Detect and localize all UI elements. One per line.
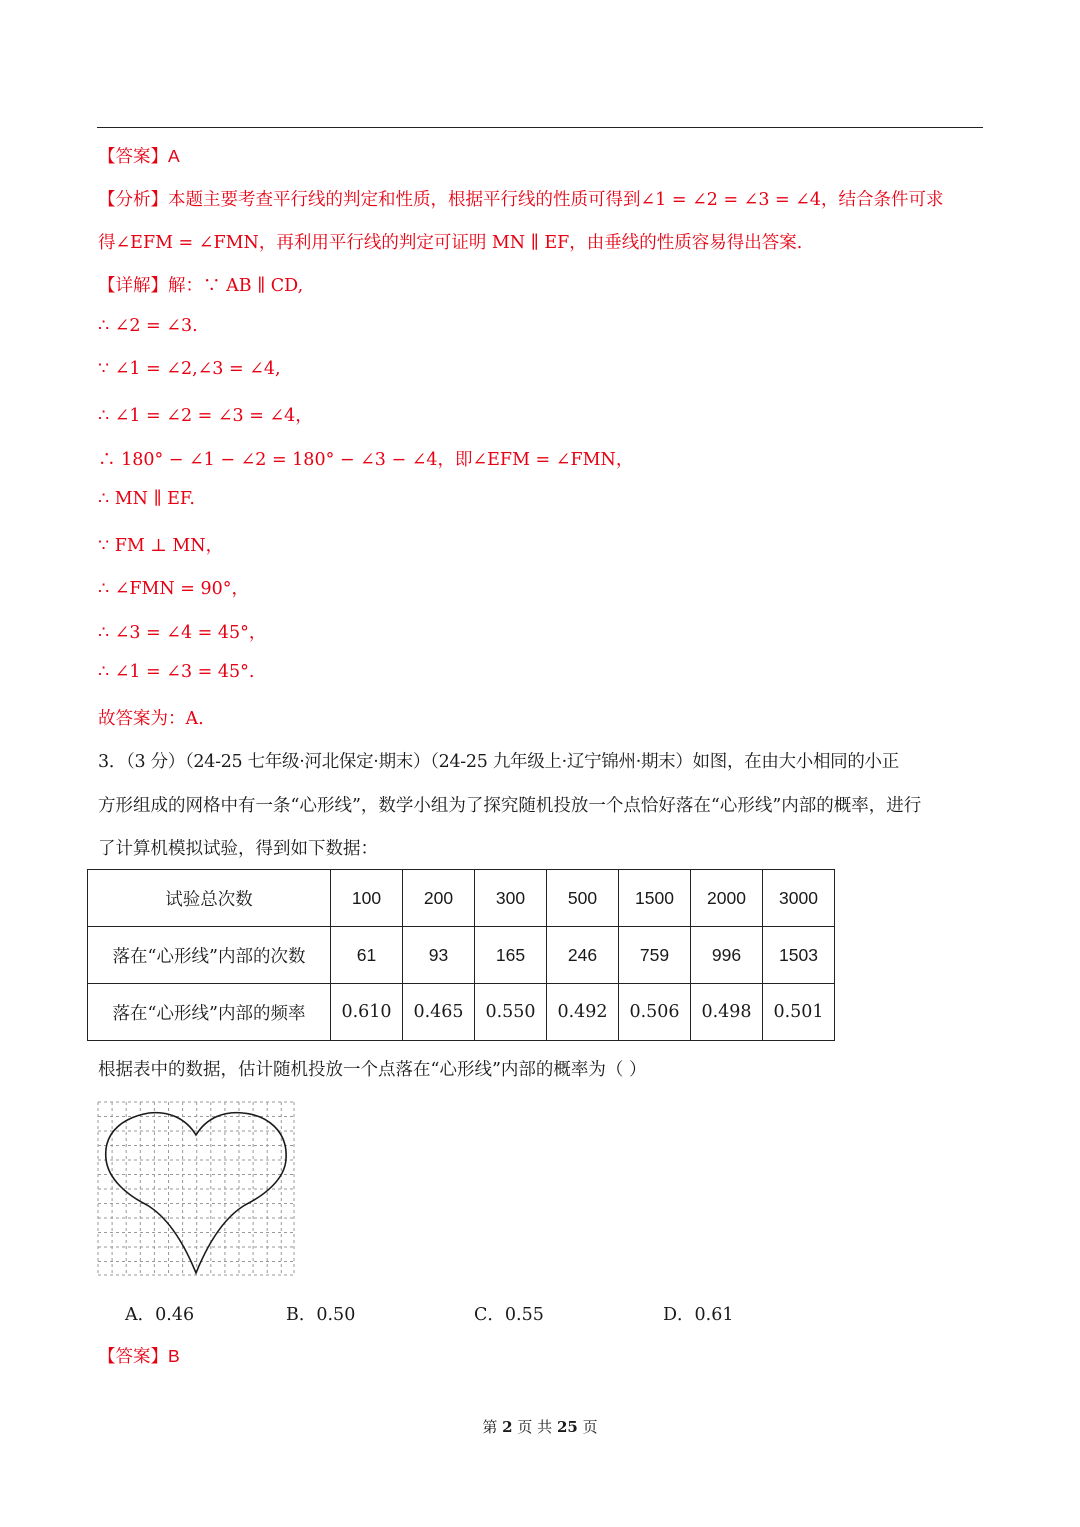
table-cell: 0.506 <box>619 984 691 1041</box>
analysis-line-1 <box>98 186 944 211</box>
detail-conclusion: 故答案为：A. <box>98 709 204 729</box>
question-line-1: 3．（3 分）（24-25 七年级·河北保定·期末）（24-25 九年级上·辽宁锦州·期末）如图，在由大小相同的小正 <box>98 752 899 772</box>
footer-prefix: 第 <box>482 1418 498 1436</box>
row-header: 落在“心形线”内部的频率 <box>88 984 331 1041</box>
detail-step: 解：∵ AB ∥ CD, <box>168 276 304 296</box>
table-row <box>88 927 835 984</box>
table-cell: 61 <box>331 927 403 984</box>
detail-step: ∵ FM ⊥ MN， <box>98 536 224 556</box>
analysis-label: 【分析】 <box>98 190 168 210</box>
table-cell: 0.610 <box>331 984 403 1041</box>
answer-label: 【答案】 <box>98 147 168 167</box>
table-cell: 0.492 <box>547 984 619 1041</box>
detail-step: ∴ ∠1 = ∠3 = 45°. <box>98 662 255 682</box>
detail-label: 【详解】 <box>98 276 168 296</box>
table-cell: 996 <box>691 927 763 984</box>
header-rule <box>97 127 983 128</box>
analysis-text-1: 本题主要考查平行线的判定和性质，根据平行线的性质可得到∠1 = ∠2 = ∠3 = ∠4，结合条件可求 <box>168 190 944 210</box>
footer-mid: 页 共 <box>517 1418 553 1436</box>
answer-1 <box>98 143 180 168</box>
table-cell: 500 <box>547 870 619 927</box>
table-cell: 0.550 <box>475 984 547 1041</box>
table-cell: 0.498 <box>691 984 763 1041</box>
question-line-2: 方形组成的网格中有一条“心形线”，数学小组为了探究随机投放一个点恰好落在“心形线”内部的概率，进行 <box>98 796 922 816</box>
heart-curve <box>106 1113 286 1273</box>
table-cell: 93 <box>403 927 475 984</box>
table-cell: 165 <box>475 927 547 984</box>
answer-label: 【答案】 <box>98 1347 168 1367</box>
table-row <box>88 870 835 927</box>
option-a[interactable]: A．0.46 <box>125 1305 195 1325</box>
answer-value: A <box>168 146 180 166</box>
table-cell: 2000 <box>691 870 763 927</box>
table-cell: 3000 <box>763 870 835 927</box>
detail-line-0 <box>98 272 303 297</box>
trial-table <box>87 869 835 1041</box>
detail-step: ∴ 180° − ∠1 − ∠2 = 180° − ∠3 − ∠4，即∠EFM = ∠FMN， <box>98 450 634 470</box>
row-header: 试验总次数 <box>88 870 331 927</box>
row-header: 落在“心形线”内部的次数 <box>88 927 331 984</box>
table-cell: 200 <box>403 870 475 927</box>
detail-step: ∴ ∠FMN = 90°， <box>98 579 250 599</box>
option-c[interactable]: C．0.55 <box>474 1305 544 1325</box>
heart-grid-figure <box>97 1101 297 1277</box>
detail-step: ∴ ∠2 = ∠3. <box>98 316 198 336</box>
table-cell: 100 <box>331 870 403 927</box>
grid-lines <box>98 1102 294 1275</box>
detail-step: ∴ ∠1 = ∠2 = ∠3 = ∠4， <box>98 406 313 426</box>
detail-step: ∵ ∠1 = ∠2,∠3 = ∠4, <box>98 359 281 379</box>
answer-value: B <box>168 1346 180 1366</box>
footer-suffix: 页 <box>582 1418 598 1436</box>
option-d[interactable]: D．0.61 <box>663 1305 734 1325</box>
footer-page-number: 2 <box>502 1418 513 1436</box>
table-cell: 246 <box>547 927 619 984</box>
question-prompt: 根据表中的数据，估计随机投放一个点落在“心形线”内部的概率为（ ） <box>98 1060 647 1080</box>
table-cell: 0.501 <box>763 984 835 1041</box>
table-cell: 1503 <box>763 927 835 984</box>
analysis-line-2: 得∠EFM = ∠FMN，再利用平行线的判定可证明 MN ∥ EF，由垂线的性质容易得出答案. <box>98 233 803 253</box>
option-b[interactable]: B．0.50 <box>286 1305 356 1325</box>
footer-total-pages: 25 <box>556 1418 578 1436</box>
page-footer <box>0 1416 1080 1437</box>
table-cell: 759 <box>619 927 691 984</box>
table-cell: 300 <box>475 870 547 927</box>
table-cell: 1500 <box>619 870 691 927</box>
table-cell: 0.465 <box>403 984 475 1041</box>
detail-step: ∴ MN ∥ EF. <box>98 489 195 509</box>
question-line-3: 了计算机模拟试验，得到如下数据： <box>98 839 378 859</box>
table-row <box>88 984 835 1041</box>
detail-step: ∴ ∠3 = ∠4 = 45°， <box>98 623 267 643</box>
answer-2 <box>98 1343 180 1368</box>
